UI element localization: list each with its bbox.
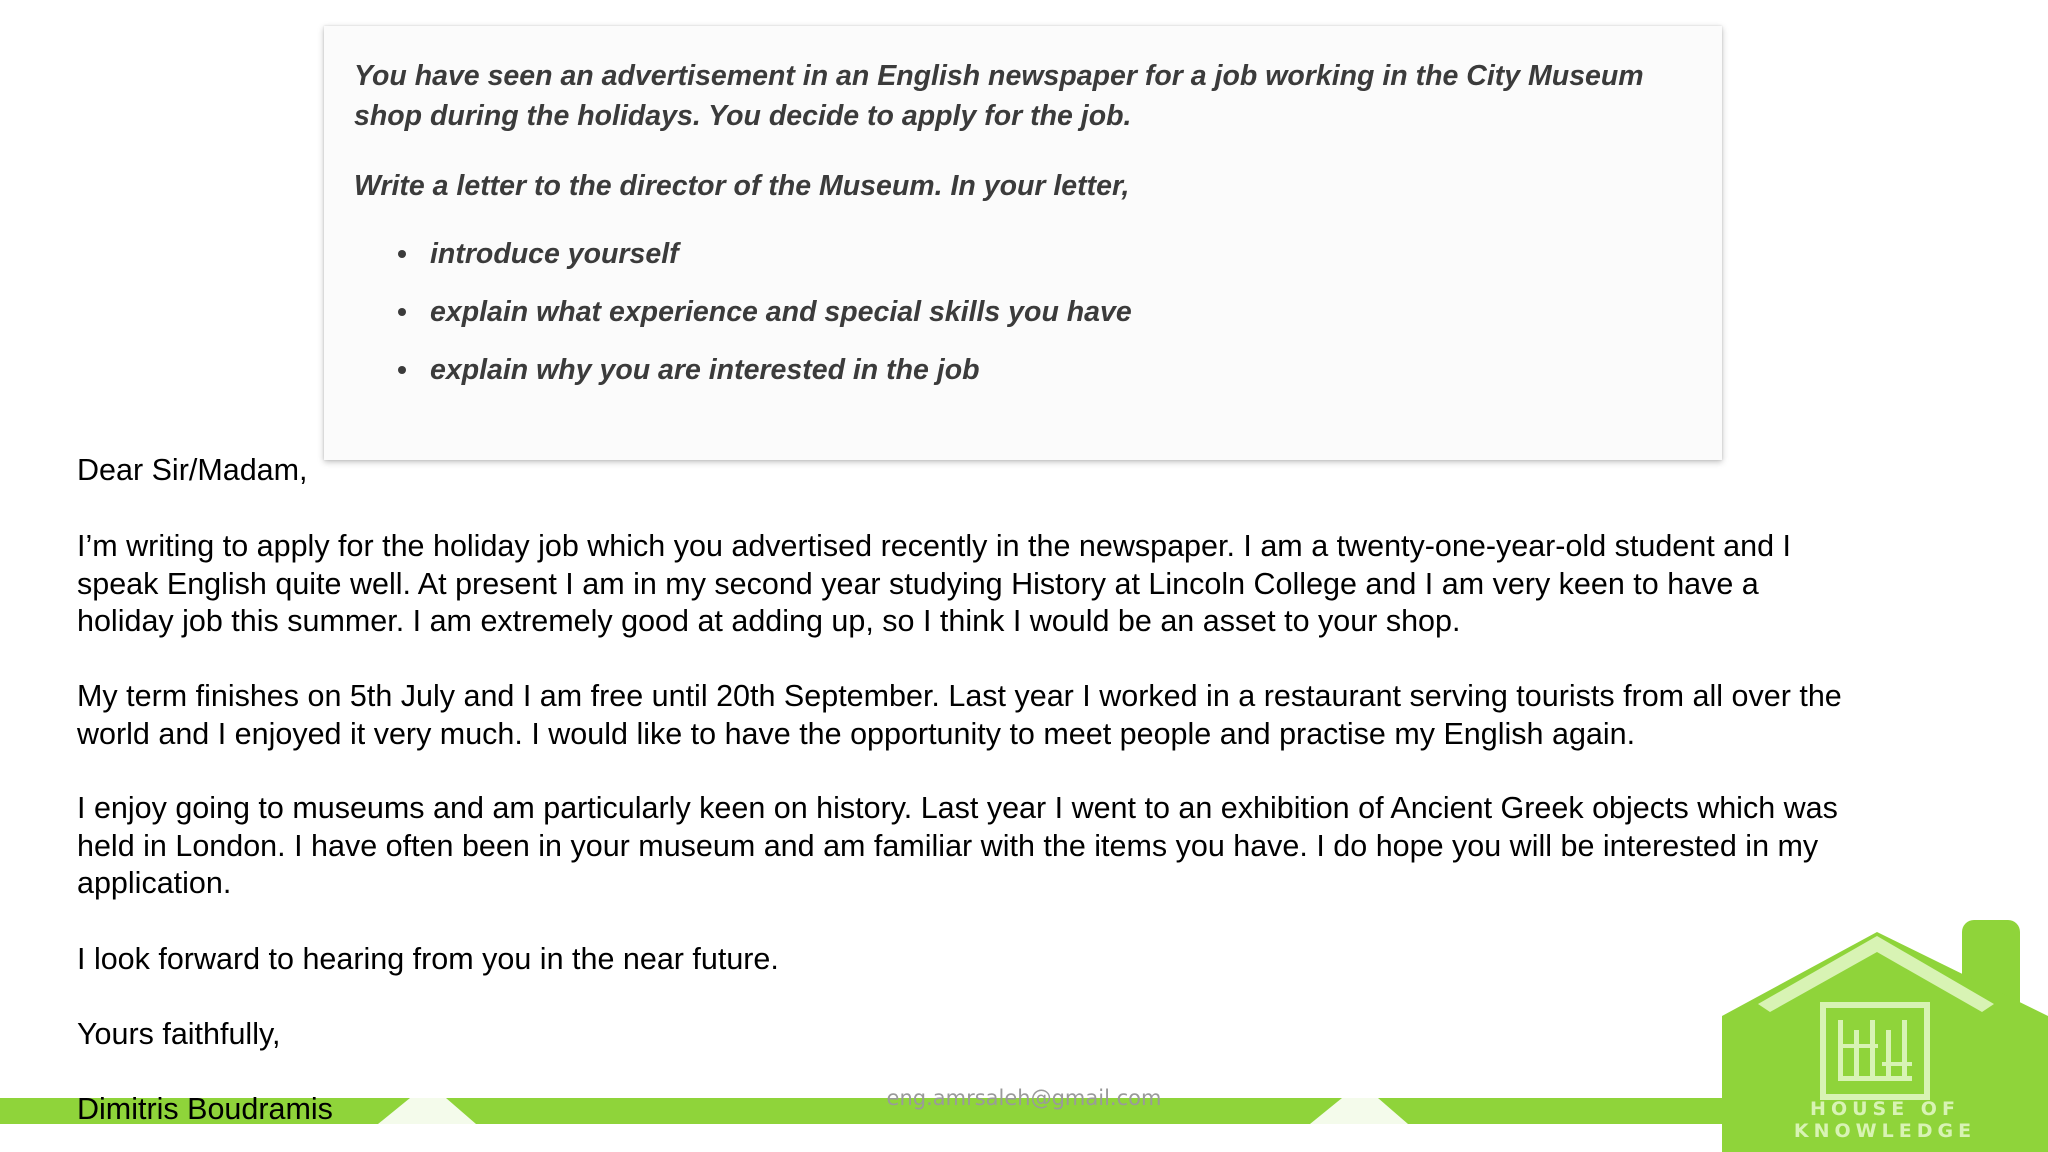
letter-closing-line: I look forward to hearing from you in the near future. — [77, 942, 779, 976]
prompt-intro: You have seen an advertisement in an English newspaper for a job working in the City Museum shop during the holidays. You decide to apply for the job. — [354, 60, 1644, 132]
footer-email: eng.amrsaleh@gmail.com — [886, 1086, 1162, 1110]
bullet-dot-icon — [398, 250, 406, 258]
bullet-dot-icon — [398, 366, 406, 374]
letter-paragraph: I’m writing to apply for the holiday job which you advertised recently in the newspaper. I am a twenty-one-year-old student and I speak English quite well. At present I am in my second year studying History at Lincoln College and I am very keen to have a holiday job this summer. I am extremely good at adding up, so I think I would be an asset to your shop. — [77, 529, 1792, 638]
letter-paragraph: My term finishes on 5th July and I am free until 20th September. Last year I worked in a restaurant serving tourists from all over the world and I enjoyed it very much. I would like to have the opportunity to meet people and practise my English again. — [77, 679, 1842, 751]
prompt-bullet — [354, 292, 1692, 332]
prompt-instruction: Write a letter to the director of the Museum. In your letter, — [354, 170, 1130, 202]
prompt-bullet-text: introduce yourself — [430, 238, 679, 270]
prompt-bullet-text: explain what experience and special skills you have — [430, 296, 1132, 328]
task-prompt-card — [324, 26, 1722, 460]
letter-sign-off: Yours faithfully, — [77, 1017, 281, 1051]
prompt-bullet — [354, 234, 1692, 274]
letter-signature: Dimitris Boudramis — [77, 1092, 333, 1126]
letter-paragraph: I enjoy going to museums and am particularly keen on history. Last year I went to an exhibition of Ancient Greek objects which was held in London. I have often been in your museum and am familiar with the items you have. I do hope you will be interested in my application. — [77, 791, 1838, 900]
prompt-bullet — [354, 350, 1692, 390]
bullet-dot-icon — [398, 308, 406, 316]
letter-salutation: Dear Sir/Madam, — [77, 453, 308, 487]
prompt-bullet-list — [354, 234, 1692, 390]
logo-caption: HOUSE OF KNOWLEDGE — [1793, 1098, 1977, 1142]
prompt-bullet-text: explain why you are interested in the job — [430, 354, 980, 386]
